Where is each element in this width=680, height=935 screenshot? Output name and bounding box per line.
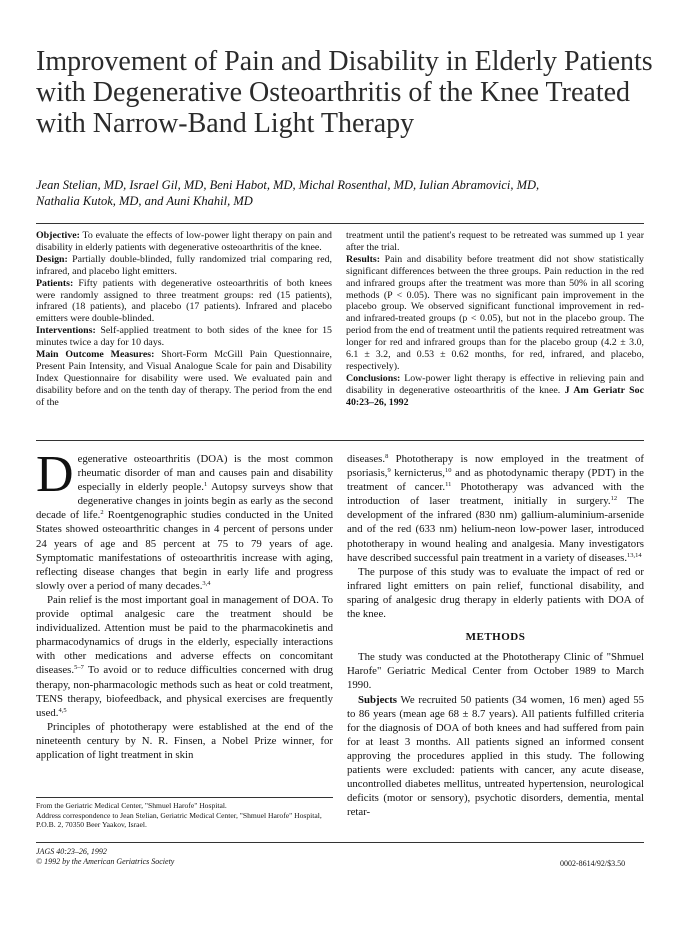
patients-text: Fifty patients with degenerative osteoarthritis of both knees were randomly assigned to three treatment groups: red (15 patients), infrared (18 patients), and placebo (17 patients). Infrared and placebo emitters were double-blinded. (36, 277, 332, 325)
abstract-left-column (36, 230, 332, 409)
affiliation-footnote (36, 801, 333, 830)
intro-text-1b: Autopsy surveys show that degenerative changes in joints begin as early as the second decade of life. (36, 481, 333, 522)
ref-7: 9 (387, 467, 391, 475)
abstract-top-rule (36, 223, 644, 224)
subjects-paragraph (347, 693, 644, 820)
patients-label: Patients: (36, 277, 74, 289)
outcome-label: Main Outcome Measures: (36, 349, 155, 361)
intro-text-1c: Roentgenographic studies conducted in the United States showed osteoarthritic changes in 4 percent of persons under 24 years of age and 85 percent at 75 to 79 years of age. Symptomatic manifestations of osteoarthritis increase with aging, reflecting disease changes that begin in early life and progress slowly over a period of many decades. (36, 509, 333, 592)
ref-5: 4,5 (58, 706, 67, 714)
results-label: Results: (346, 253, 381, 265)
subjects-label: Subjects (358, 693, 397, 706)
ref-11: 13,14 (627, 551, 642, 559)
objective-text: To evaluate the effects of low-power light therapy on pain and disability in elderly patients with degenerative osteoarthritis of the knee. (36, 230, 332, 253)
intro-text-4b: Phototherapy is now employed in the treatment of psoriasis, (347, 453, 644, 480)
ref-9: 11 (445, 481, 452, 489)
ref-2: 2 (100, 509, 104, 517)
design-label: Design: (36, 253, 68, 265)
intro-text-4e: Phototherapy was advanced with the introduction of laser treatment, initially in surgery. (347, 481, 644, 508)
abstract-bottom-rule (36, 440, 644, 441)
intro-paragraph-4 (347, 452, 644, 565)
intro-text-1a: egenerative osteoarthritis (DOA) is the most common rheumatic disorder of man and causes pain and disability especially in elderly people. (77, 453, 333, 494)
author-list (36, 177, 656, 209)
methods-paragraph-1: The study was conducted at the Phototherapy Clinic of "Shmuel Harofe" Geriatric Medical Center from October 1989 to March 1990. (347, 651, 644, 692)
intro-text-4f: The development of the infrared (830 nm) gallium-aluminium-arsenide and of the red (633 nm) helium-neon low-power laser, introduced phototherapy in wound healing and analgesia. Many investigators have described successful pain treatment in a variety of diseases. (347, 495, 645, 564)
conclusions-text: Low-power light therapy is effective in relieving pain and disability in degenerative osteoarthritis of the knee. (346, 372, 644, 396)
interventions-label: Interventions: (36, 325, 96, 337)
footer-copyright: © 1992 by the American Geriatrics Society (36, 857, 175, 866)
drop-cap: D (36, 446, 74, 503)
footer-rule (36, 842, 644, 843)
ref-1: 1 (203, 481, 208, 489)
article-title: Improvement of Pain and Disability in Elderly Patients with Degenerative Osteoarthritis of the Knee Treated with Narrow-Band Light Therapy (36, 46, 653, 139)
ref-6: 8 (385, 453, 389, 460)
subjects-text: We recruited 50 patients (34 women, 16 men) aged 55 to 86 years (mean age 68 ± 8.7 years). All patients fulfilled criteria for the diagnosis of DOA of both knees and had suffered from pain for at least 3 months. All patients signed an informed consent approving the procedures applied in this study. The following patients were excluded: patients with cancer, any acute disease, uncontrolled diabetes mellitus, untreated hypertension, neurological deficits (motor or sensory), psychotic disorders, dementia, mental retar- (347, 693, 644, 819)
outcome-text: Short-Form McGill Pain Questionnaire, Present Pain Intensity, and Visual Analogue Scale for pain and Disability Index Questionnaire for disability were used. We evaluated pain and disability before and on the tenth day of therapy. The period from the end of the (36, 349, 332, 408)
ref-10: 12 (610, 495, 618, 503)
abstract-outcome (36, 349, 332, 409)
abstract-continuation: treatment until the patient's request to be retreated was summed up 1 year after the trial. (346, 230, 644, 253)
footnote-correspondence: Address correspondence to Jean Stelian, Geriatric Medical Center, "Shmuel Harofe" Hospital, P.O.B. 2, 70350 Beer Yaakov, Israel. (36, 810, 322, 830)
ref-4: 5–7 (74, 664, 84, 672)
footnote-affiliation: From the Geriatric Medical Center, "Shmuel Harofe" Hospital. (36, 801, 227, 810)
abstract-interventions (36, 325, 332, 349)
body-right-column (347, 452, 644, 819)
abstract-patients (36, 278, 332, 326)
methods-heading: METHODS (465, 631, 526, 644)
abstract-right-column (346, 230, 644, 409)
intro-text-4d: and as photodynamic therapy (PDT) in the treatment of cancer. (347, 467, 644, 494)
interventions-text: Self-applied treatment to both sides of the knee for 15 minutes twice a day for 10 days. (36, 325, 332, 349)
intro-paragraph-5: The purpose of this study was to evaluate the impact of red or infrared light emitters on pain relief, functional disability, and sparing of analgesic drug therapy in elderly patients with DOA of the knee. (347, 565, 644, 621)
authors-line-2: Nathalia Kutok, MD, and Auni Khahil, MD (36, 194, 253, 208)
abstract-results (346, 254, 644, 373)
intro-paragraph-1 (36, 446, 333, 593)
design-text: Partially double-blinded, fully randomized trial comparing red, infrared, and placebo light emitters. (36, 253, 332, 277)
intro-paragraph-2 (36, 593, 333, 720)
results-text: Pain and disability before treatment did not show statistically significant differences between the three groups. Pain reduction in the red and infrared groups after the treatment was more than 50% in all scoring methods (P < 0.05). There was no significant pain improvement in the placebo group. We observed significant functional improvement in red- and infrared-treated groups (p < 0.05), but not in the placebo group. The period from the end of treatment until the patients required retreatment was longer for red and infrared groups than for the placebo group (4.2 ± 3.0, 6.1 ± 3.2, and 0.53 ± 0.62 months, for red, infrared, and placebo, respectively). (346, 253, 644, 372)
ref-3: 3,4 (202, 579, 211, 587)
abstract-objective (36, 230, 332, 254)
intro-paragraph-3: Principles of phototherapy were established at the end of the nineteenth century by N. R. Finsen, a Nobel Prize winner, for application of light treatment in skin (36, 720, 333, 761)
body-left-column (36, 446, 333, 762)
abstract-conclusions (346, 373, 644, 409)
objective-label: Objective: (36, 230, 80, 241)
footer-journal: JAGS 40:23–26, 1992 (36, 847, 107, 856)
intro-text-4c: kernicterus, (390, 467, 445, 480)
ref-8: 10 (444, 467, 452, 475)
intro-text-2b: To avoid or to reduce difficulties concerned with drug therapy, non-pharmacologic methods such as heat or cold treatment, TENS therapy, biofeedback, and physical exercises are frequently used. (36, 664, 333, 719)
intro-text-2a: Pain relief is the most important goal in management of DOA. To provide optimal analgesic care the treatment should be individualized. Attention must be paid to the pharmacokinetis and pharmacodynamics of drugs in the elderly, especially interactions with other medications and adverse effects on concomitant diseases. (36, 593, 333, 677)
footnote-rule (36, 797, 333, 798)
abstract-design (36, 254, 332, 278)
conclusions-label: Conclusions: (346, 372, 401, 384)
footer-journal-info (36, 847, 174, 867)
intro-text-4a: diseases. (347, 453, 386, 465)
authors-line-1: Jean Stelian, MD, Israel Gil, MD, Beni Habot, MD, Michal Rosenthal, MD, Iulian Abramovici, MD, (36, 178, 540, 192)
journal-citation: J Am Geriatr Soc 40:23–26, 1992 (346, 384, 644, 408)
footer-article-code: 0002-8614/92/$3.50 (560, 859, 626, 868)
